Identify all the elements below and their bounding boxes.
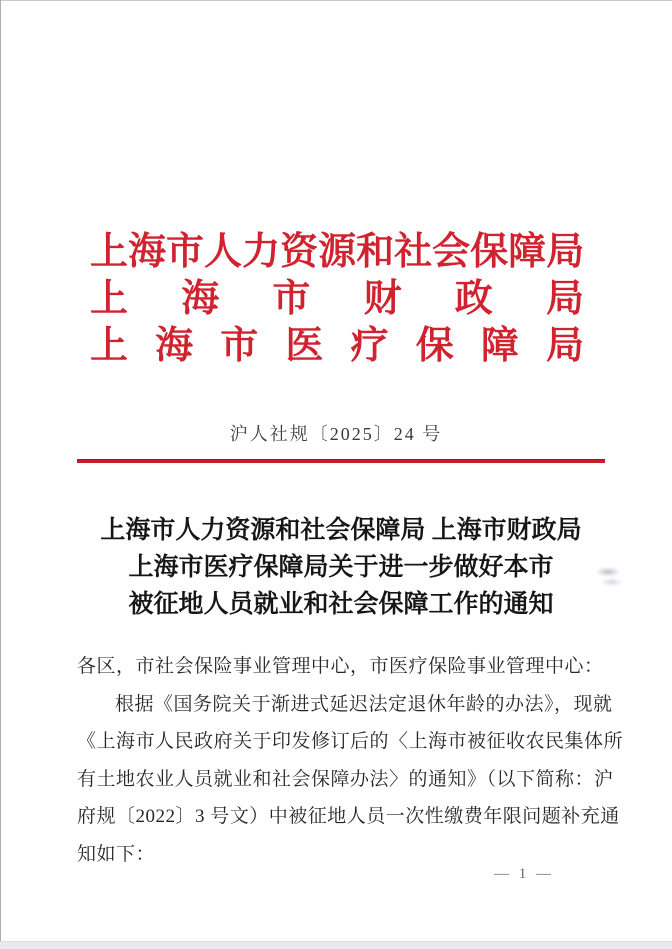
document-title <box>77 512 605 623</box>
page-number: — 1 — <box>494 866 554 882</box>
letterhead-agency-1: 上 海 市 人 力 资 源 和 社 会 保 障 局 <box>90 231 585 273</box>
letterhead-agency-2: 上 海 市 财 政 局 <box>90 278 584 320</box>
document-title-line-1: 上海市人力资源和社会保障局 上海市财政局 <box>100 517 582 544</box>
scan-edge-left <box>0 0 1 949</box>
document-number: 沪人社规〔2025〕24 号 <box>229 424 443 444</box>
letterhead <box>90 229 584 370</box>
scan-edge-bottom <box>0 941 672 949</box>
body-text-line: 根据《国务院关于渐进式延迟法定退休年龄的办法》，现就 <box>115 693 613 715</box>
letterhead-agency-3: 上 海 市 医 疗 保 障 局 <box>90 325 584 367</box>
body-text-line: 知如下： <box>77 843 156 865</box>
body-salutation-line: 各区，市社会保险事业管理中心，市医疗保险事业管理中心： <box>77 656 604 677</box>
scan-edge-top <box>0 0 672 1</box>
document-body <box>77 648 624 873</box>
body-text-line: 《上海市人民政府关于印发修订后的〈上海市被征收农民集体所 <box>77 731 624 752</box>
separator-rule <box>77 459 605 463</box>
document-title-line-2: 上海市医疗保障局关于进一步做好本市 <box>128 554 554 581</box>
body-text-line: 有土地农业人员就业和社会保障办法〉的通知》（以下简称：沪 <box>77 768 614 790</box>
document-title-line-3: 被征地人员就业和社会保障工作的通知 <box>128 591 554 618</box>
body-text-line: 府规〔2022〕3 号文）中被征地人员一次性缴费年限问题补充通 <box>77 806 620 827</box>
